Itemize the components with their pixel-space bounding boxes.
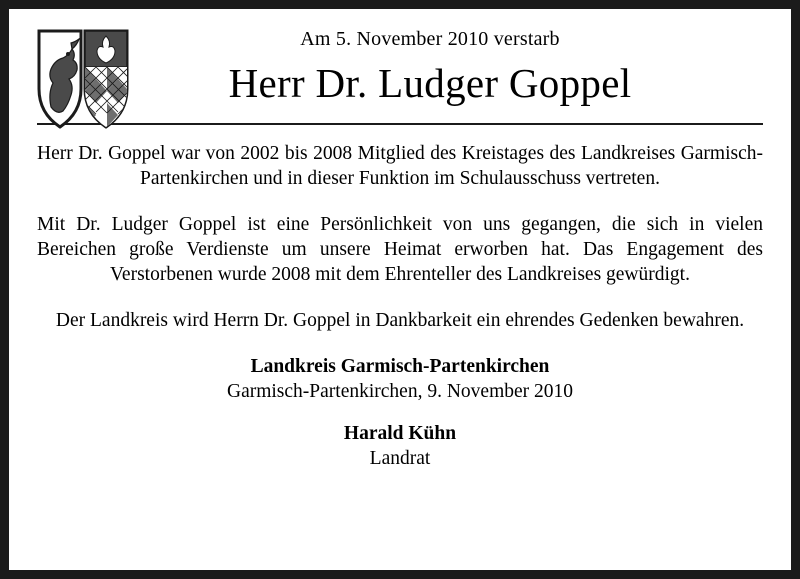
paragraph-2: Mit Dr. Ludger Goppel ist eine Persönlichkeit von uns gegangen, die sich in vielen Bereichen große Verdienste um unsere Heimat erworben hat. Das Engagement des Verstorbenen wurde 2008 mit dem Ehrenteller des Landkreises gewürdigt. [37, 214, 763, 285]
paragraph-3: Der Landkreis wird Herrn Dr. Goppel in Dankbarkeit ein ehrendes Gedenken bewahren. [55, 310, 745, 331]
death-date-line: Am 5. November 2010 verstarb [300, 28, 560, 50]
divider [37, 123, 763, 125]
deceased-name: Herr Dr. Ludger Goppel [228, 60, 632, 106]
signature-spacer [37, 404, 763, 421]
paragraph-1: Herr Dr. Goppel war von 2002 bis 2008 Mitglied des Kreistages des Landkreises Garmisch-Partenkirchen und in dieser Funktion im Schulausschuss vertreten. [37, 143, 763, 189]
coat-of-arms-icon [35, 27, 131, 145]
notice-inner [9, 9, 791, 570]
signature-role: Landrat [369, 448, 431, 469]
notice-header [37, 27, 763, 109]
notice-body [37, 141, 763, 333]
signature-organisation: Landkreis Garmisch-Partenkirchen [250, 356, 550, 377]
signature-person: Harald Kühn [343, 423, 457, 444]
signature-block [37, 354, 763, 471]
signature-place-date: Garmisch-Partenkirchen, 9. November 2010 [226, 381, 574, 402]
